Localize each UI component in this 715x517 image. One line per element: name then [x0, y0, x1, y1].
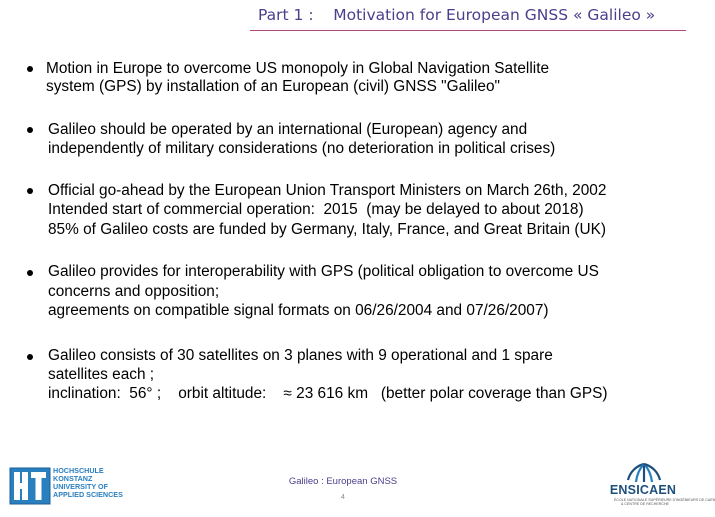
bullet-5-line-1: Galileo consists of 30 satellites on 3 planes with 9 operational and 1 spare: [48, 347, 553, 364]
ensicaen-logo: [604, 462, 715, 514]
bullet-dot: [27, 188, 33, 194]
bullet-1-line-2: system (GPS) by installation of an European (civil) GNSS "Galileo": [46, 78, 501, 95]
footer-caption: Galileo : European GNSS: [288, 476, 398, 487]
bullet-1-line-1: Motion in Europe to overcome US monopoly in Global Navigation Satellite: [46, 60, 550, 77]
bullet-dot: [27, 354, 33, 360]
bullet-dot: [27, 127, 33, 133]
page-number: 4: [341, 494, 345, 501]
bullet-5-line-3: inclination: 56° ; orbit altitude: ≈ 23 616 km (better polar coverage than GPS): [48, 385, 608, 402]
bullet-4-line-3: agreements on compatible signal formats on 06/26/2004 and 07/26/2007): [48, 302, 549, 319]
hochschule-konstanz-text: HOCHSCHULE KONSTANZ UNIVERSITY OF APPLIED SCIENCES: [53, 466, 123, 499]
bullet-5-line-2: satellites each ;: [48, 366, 155, 383]
slide-title: Part 1 : Motivation for European GNSS « Galileo »: [258, 6, 656, 24]
bullet-4-line-1: Galileo provides for interoperability with GPS (political obligation to overcome US: [48, 263, 599, 280]
bullet-3-line-2: Intended start of commercial operation: 2015 (may be delayed to about 2018): [48, 201, 584, 218]
ensicaen-subtitle: ÉCOLE NATIONALE SUPÉRIEURE D'INGÉNIEURS DE CAEN & CENTRE DE RECHERCHE: [614, 498, 715, 507]
bullet-3-line-3: 85% of Galileo costs are funded by Germany, Italy, France, and Great Britain (UK): [48, 221, 607, 238]
ensicaen-name: ENSICAEN: [609, 483, 677, 497]
title-divider: [250, 30, 686, 31]
bullet-dot: [27, 270, 33, 276]
bullet-3-line-1: Official go-ahead by the European Union Transport Ministers on March 26th, 2002: [48, 182, 607, 199]
bullet-2-line-1: Galileo should be operated by an international (European) agency and: [48, 121, 528, 138]
bullet-dot: [27, 66, 33, 72]
bullet-4-line-2: concerns and opposition;: [48, 283, 220, 300]
bullet-2-line-2: independently of military considerations (no deterioration in political crises): [48, 140, 556, 157]
ensicaen-emblem-icon: [626, 462, 662, 484]
